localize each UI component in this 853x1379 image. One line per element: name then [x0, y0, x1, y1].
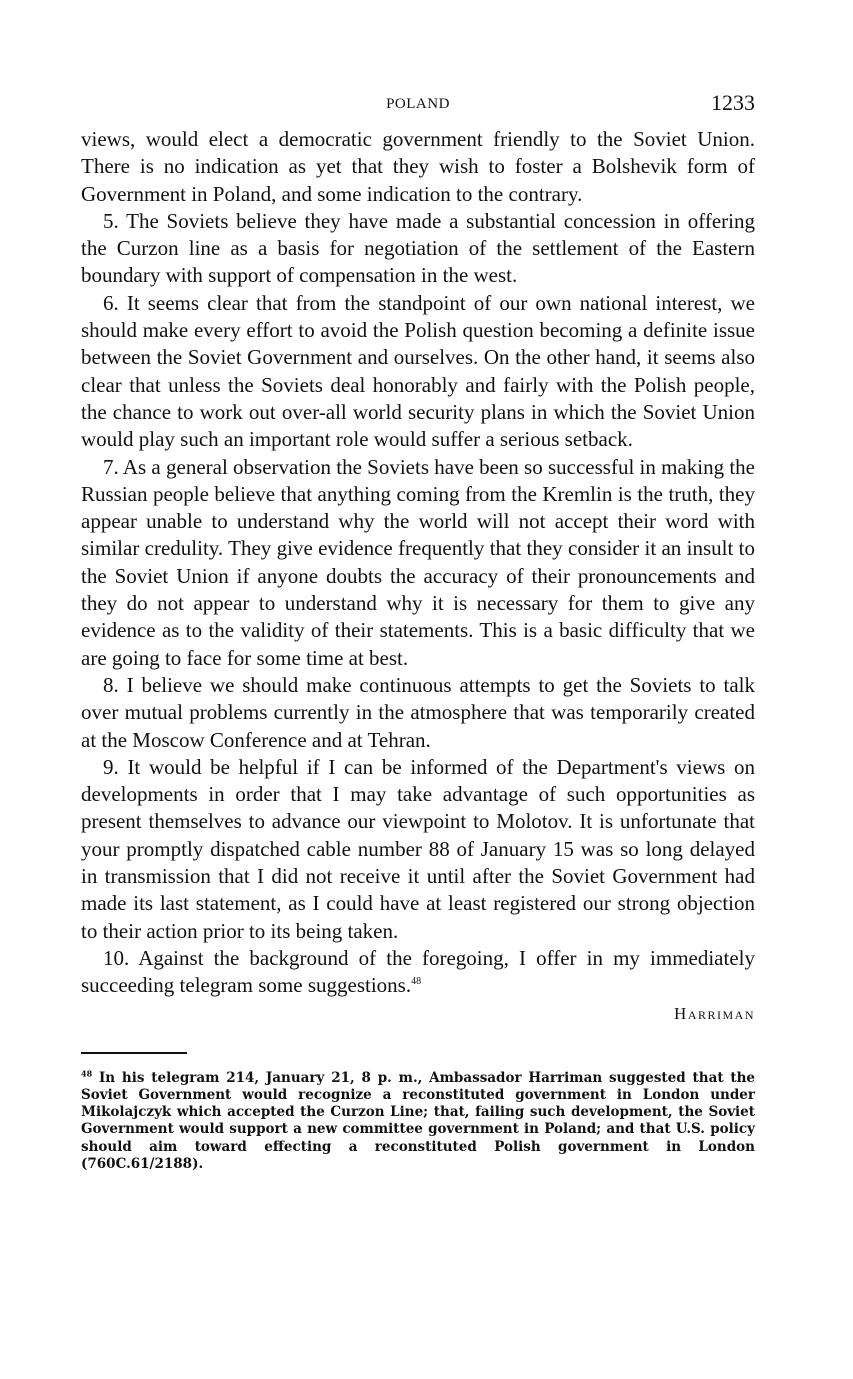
page-header	[81, 88, 755, 126]
document-page	[81, 88, 755, 1173]
paragraph-10-text: 10. Against the background of the foregoing, I offer in my immediately succeeding telegram some suggestions.	[81, 945, 755, 998]
page-number: 1233	[711, 90, 755, 115]
footnote	[81, 1070, 755, 1174]
signature: Harriman	[674, 1003, 755, 1023]
paragraph-5: 5. The Soviets believe they have made a substantial concession in offering the Curzon line as a basis for negotiation of the settlement of the Eastern boundary with support of compensation in the west.	[81, 208, 755, 288]
paragraph-6: 6. It seems clear that from the standpoint of our own national interest, we should make every effort to avoid the Polish question becoming a definite issue between the Soviet Government and ourselves. On the other hand, it seems also clear that unless the Soviets deal honorably and fairly with the Polish people, the chance to work out over-all world security plans in which the Soviet Union would play such an important role would suffer a serious setback.	[81, 290, 755, 452]
footnote-marker: 48	[81, 1068, 93, 1078]
running-head: POLAND	[386, 96, 450, 112]
footnote-reference[interactable]: 48	[411, 976, 422, 988]
paragraph-continuation: views, would elect a democratic government friendly to the Soviet Union. There is no indication as yet that they wish to foster a Bolshevik form of Government in Poland, and some indication to the contrary.	[81, 127, 755, 206]
body-text	[81, 126, 755, 1000]
paragraph-8: 8. I believe we should make continuous attempts to get the Soviets to talk over mutual problems currently in the atmosphere that was temporarily created at the Moscow Conference and at Tehran.	[81, 672, 755, 752]
footnote-text: In his telegram 214, January 21, 8 p. m., Ambassador Harriman suggested that the Soviet Government would recognize a reconstituted government in London under Mikolajczyk which accepted the Curzon Line; that, failing such development, the Soviet Government would support a new committee government in Poland; and that U.S. policy should aim toward effecting a reconstituted Polish government in London (760C.61/2188).	[81, 1069, 756, 1172]
paragraph-7: 7. As a general observation the Soviets have been so successful in making the Russian people believe that anything coming from the Kremlin is the truth, they appear unable to understand why the world will not accept their word with similar credulity. They give evidence frequently that they consider it an insult to the Soviet Union if anyone doubts the accuracy of their pronouncements and they do not appear to understand why it is necessary for them to give any evidence as to the validity of their statements. This is a basic difficulty that we are going to face for some time at best.	[81, 454, 756, 670]
paragraph-9: 9. It would be helpful if I can be informed of the Department's views on developments in order that I may take advantage of such opportunities as present themselves to advance our viewpoint to Molotov. It is unfortunate that your promptly dispatched cable number 88 of January 15 was so long delayed in transmission that I did not receive it until after the Soviet Government had made its last statement, as I could have at least registered our strong objection to their action prior to its being taken.	[81, 754, 755, 943]
footnote-divider	[81, 1052, 187, 1054]
paragraph-10	[81, 945, 755, 1000]
